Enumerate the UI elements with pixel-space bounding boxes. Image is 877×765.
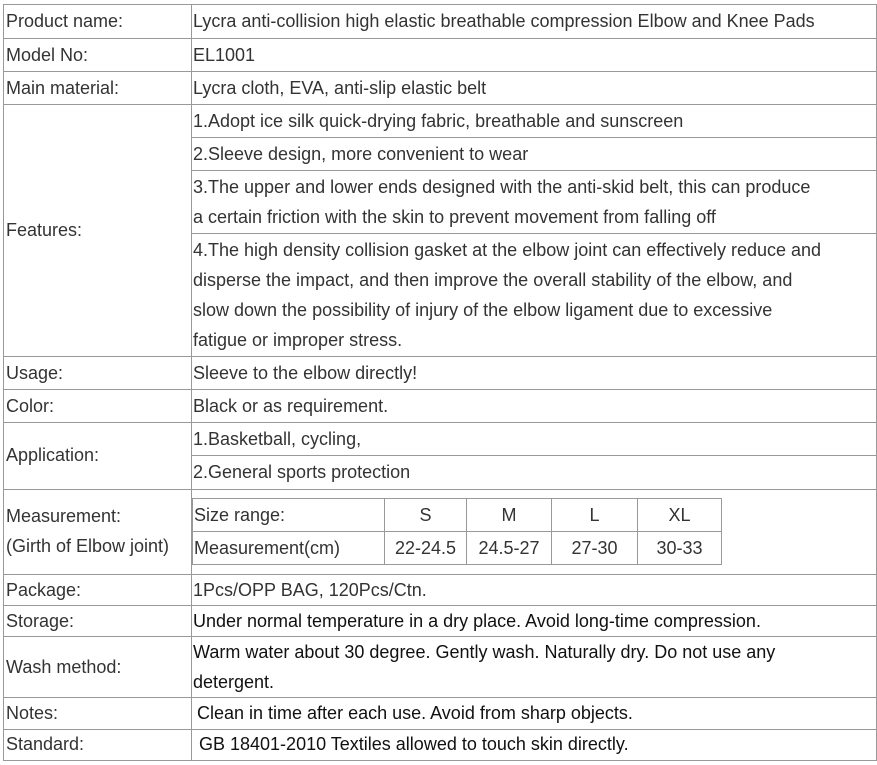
sub-row-divider [191,137,877,138]
value-wash-line-2: detergent. [193,672,275,692]
feature-item-2: 2.Sleeve design, more convenient to wear [193,144,529,164]
row-divider [3,4,877,5]
application-item-2: 2.General sports protection [193,462,411,482]
label-measurement: Measurement: [6,506,122,526]
row-divider [3,104,877,105]
label-model: Model No: [6,45,89,65]
size-table-header-l: L [589,505,600,525]
size-table-row-label: Measurement(cm) [194,538,341,558]
value-product-name: Lycra anti-collision high elastic breathable compression Elbow and Knee Pads [193,11,815,31]
size-table-border [192,564,722,565]
feature-item-4-line-4: fatigue or improper stress. [193,330,403,350]
feature-item-1: 1.Adopt ice silk quick-drying fabric, breathable and sunscreen [193,111,684,131]
application-item-1: 1.Basketball, cycling, [193,429,362,449]
sub-row-divider [191,455,877,456]
label-color: Color: [6,396,55,416]
row-divider [3,71,877,72]
table-column-divider [191,4,192,761]
size-table-header-xl: XL [668,505,691,525]
size-table-border [192,498,193,565]
label-features: Features: [6,220,83,240]
sub-row-divider [191,170,877,171]
row-divider [3,356,877,357]
label-wash-method: Wash method: [6,657,122,677]
label-application: Application: [6,445,100,465]
size-table-border [721,498,722,565]
feature-item-3-line-2: a certain friction with the skin to prevent movement from falling off [193,207,716,227]
row-divider [3,760,877,761]
size-table-border [192,498,722,499]
label-product-name: Product name: [6,11,124,31]
label-notes: Notes: [6,703,59,723]
value-main-material: Lycra cloth, EVA, anti-slip elastic belt [193,78,487,98]
value-usage: Sleeve to the elbow directly! [193,363,418,383]
size-table-value-s: 22-24.5 [394,538,457,558]
size-table-header-label: Size range: [194,505,286,525]
label-main-material: Main material: [6,78,120,98]
label-usage: Usage: [6,363,64,383]
row-divider [3,389,877,390]
feature-item-4-line-1: 4.The high density collision gasket at the elbow joint can effectively reduce and [193,240,822,260]
row-divider [3,422,877,423]
label-standard: Standard: [6,734,85,754]
size-table-value-l: 27-30 [571,538,618,558]
size-table-border [192,531,722,532]
row-divider [3,489,877,490]
row-divider [3,574,877,575]
feature-item-3-line-1: 3.The upper and lower ends designed with the anti-skid belt, this can produce [193,177,811,197]
value-model: EL1001 [193,45,256,65]
size-table-value-xl: 30-33 [656,538,703,558]
value-storage: Under normal temperature in a dry place. Avoid long-time compression. [193,611,761,631]
size-table-header-m: M [501,505,517,525]
value-color: Black or as requirement. [193,396,389,416]
value-notes: Clean in time after each use. Avoid from sharp objects. [197,703,633,723]
sub-row-divider [191,233,877,234]
value-wash-line-1: Warm water about 30 degree. Gently wash. Naturally dry. Do not use any [193,642,776,662]
size-table-header-s: S [419,505,432,525]
table-border-left [3,4,4,761]
feature-item-4-line-2: disperse the impact, and then improve the overall stability of the elbow, and [193,270,793,290]
value-standard: GB 18401-2010 Textiles allowed to touch skin directly. [199,734,629,754]
label-package: Package: [6,580,82,600]
size-table-value-m: 24.5-27 [478,538,540,558]
row-divider [3,38,877,39]
feature-item-4-line-3: slow down the possibility of injury of the elbow ligament due to excessive [193,300,773,320]
label-measurement-sub: (Girth of Elbow joint) [6,536,170,556]
value-package: 1Pcs/OPP BAG, 120Pcs/Ctn. [193,580,427,600]
label-storage: Storage: [6,611,75,631]
